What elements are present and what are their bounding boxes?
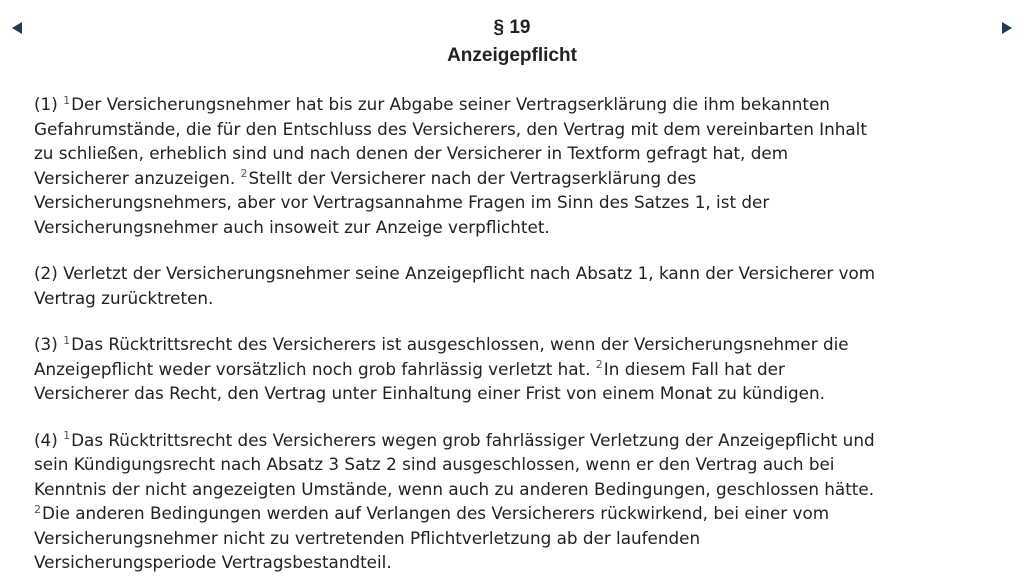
text-segment: Anzeigepflicht weder vorsätzlich noch grob fahrlässig verletzt hat. — [34, 358, 596, 379]
sentence-number: 1 — [63, 429, 71, 443]
text-line — [34, 526, 999, 551]
sentence-number: 2 — [34, 502, 41, 516]
text-segment: Der Versicherungsnehmer hat bis zur Abgabe seiner Vertragserklärung die ihm bekannten — [71, 94, 830, 114]
text-segment: (2) Verletzt der Versicherungsnehmer seine Anzeigepflicht nach Absatz 1, kann der Versicherer vom — [34, 263, 876, 283]
text-segment: Kenntnis der nicht angezeigten Umstände, wenn auch zu anderen Bedingungen, geschlossen hätte. — [34, 478, 875, 499]
paragraph-3 — [34, 332, 999, 406]
text-line — [34, 381, 999, 406]
text-line — [34, 261, 999, 286]
text-line — [34, 286, 999, 311]
text-line — [34, 550, 999, 575]
text-segment: Vertrag zurücktreten. — [34, 287, 214, 308]
text-line — [34, 428, 999, 453]
text-line — [34, 477, 999, 502]
text-segment: In diesem Fall hat der — [603, 358, 785, 379]
text-line — [34, 452, 999, 477]
section-title: Anzeigepflicht — [447, 45, 577, 66]
sentence-number: 2 — [240, 167, 248, 181]
text-line — [34, 215, 999, 240]
text-segment: Versicherer anzuzeigen. — [34, 167, 241, 188]
text-line — [34, 357, 999, 382]
text-segment: Versicherer das Recht, den Vertrag unter Einhaltung einer Frist von einem Monat zu kündigen. — [34, 383, 825, 403]
text-line — [34, 166, 999, 191]
text-segment: Das Rücktrittsrecht des Versicherers wegen grob fahrlässiger Verletzung der Anzeigepflicht und — [71, 429, 875, 450]
text-segment: Stellt der Versicherer nach der Vertragserklärung des — [248, 167, 697, 188]
text-line — [34, 92, 999, 117]
text-line — [34, 501, 999, 526]
sentence-number: 1 — [63, 333, 71, 347]
text-segment: sein Kündigungsrecht nach Absatz 3 Satz 2 sind ausgeschlossen, wenn er den Vertrag auch bei — [34, 454, 835, 474]
paragraph-2 — [34, 261, 999, 310]
section-body — [34, 92, 999, 578]
paragraph-1 — [34, 92, 999, 239]
text-segment: Versicherungsnehmer auch insoweit zur Anzeige verpflichtet. — [34, 216, 550, 237]
text-segment: (1) — [34, 94, 64, 114]
text-segment: Versicherungsnehmer nicht zu vertretenden Pflichtverletzung ab der laufenden — [34, 527, 701, 548]
text-segment: Versicherungsnehmers, aber vor Vertragsannahme Fragen im Sinn des Satzes 1, ist der — [34, 192, 770, 212]
text-segment: Versicherungsperiode Vertragsbestandteil. — [34, 552, 392, 572]
text-segment: (3) — [34, 334, 64, 354]
section-header — [0, 14, 1024, 70]
text-segment: (4) — [34, 429, 64, 450]
text-line — [34, 141, 999, 166]
text-segment: Die anderen Bedingungen werden auf Verlangen des Versicherers rückwirkend, bei einer vom — [42, 503, 830, 523]
text-segment: Gefahrumstände, die für den Entschluss des Versicherers, den Vertrag mit dem vereinbarten Inhalt — [34, 118, 867, 139]
text-line — [34, 117, 999, 142]
paragraph-4 — [34, 428, 999, 575]
sentence-number: 1 — [63, 93, 71, 107]
sentence-number: 2 — [595, 358, 603, 372]
text-segment: Das Rücktrittsrecht des Versicherers ist ausgeschlossen, wenn der Versicherungsnehmer die — [71, 334, 849, 354]
section-number: § 19 — [493, 17, 531, 38]
text-line — [34, 190, 999, 215]
text-segment: zu schließen, erheblich sind und nach denen der Versicherer in Textform gefragt hat, dem — [34, 143, 789, 163]
text-line — [34, 332, 999, 357]
